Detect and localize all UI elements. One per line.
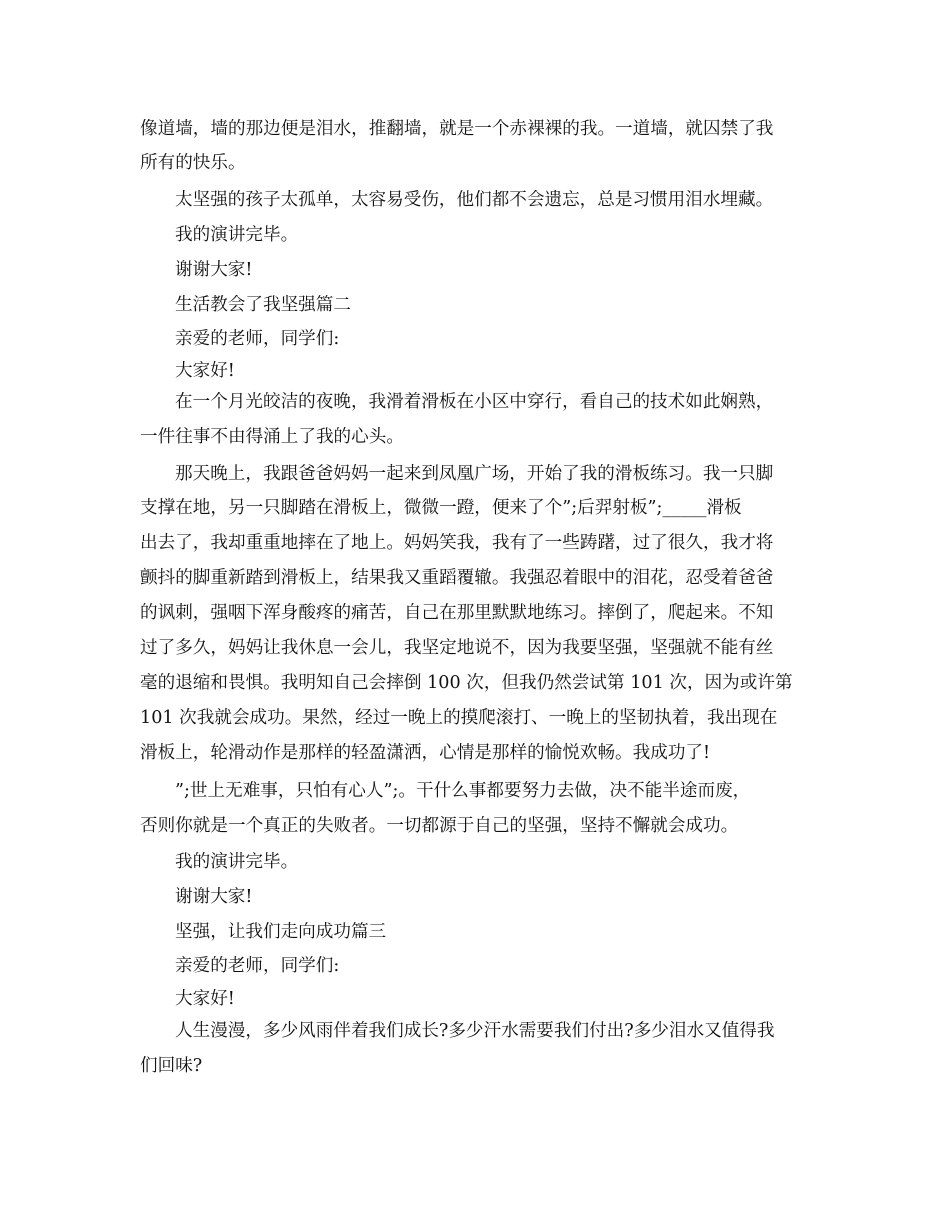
text-line: 像道墙，墙的那边便是泪水，推翻墙，就是一个赤裸裸的我。一道墙，就囚禁了我 — [140, 119, 774, 139]
text-line: 毫的退缩和畏惧。我明知自己会摔倒 100 次，但我仍然尝试第 101 次，因为或许第 — [140, 673, 793, 693]
text-line: 亲爱的老师，同学们: — [175, 329, 340, 349]
text-line: 我的演讲完毕。 — [175, 852, 299, 872]
text-line: 们回味? — [140, 1056, 203, 1076]
text-line: 我的演讲完毕。 — [175, 225, 299, 245]
text-line: 101 次我就会成功。果然，经过一晚上的摸爬滚打、一晚上的坚韧执着，我出现在 — [140, 708, 778, 728]
text-line: 一件往事不由得涌上了我的心头。 — [140, 427, 404, 447]
text-line: 的讽刺，强咽下浑身酸疼的痛苦，自己在那里默默地练习。摔倒了，爬起来。不知 — [140, 603, 774, 623]
text-line: 过了多久，妈妈让我休息一会儿，我坚定地说不，因为我要坚强，坚强就不能有丝 — [140, 638, 774, 658]
text-line: 谢谢大家! — [175, 260, 253, 280]
text-line: 亲爱的老师，同学们: — [175, 956, 340, 976]
text-line: 那天晚上，我跟爸爸妈妈一起来到凤凰广场，开始了我的滑板练习。我一只脚 — [175, 464, 774, 484]
text-line: 大家好! — [175, 361, 235, 381]
text-line: 谢谢大家! — [175, 887, 253, 907]
text-line: 所有的快乐。 — [140, 153, 246, 173]
section-heading: 坚强，让我们走向成功篇三 — [175, 922, 387, 942]
text-line: 滑板上，轮滑动作是那样的轻盈潇洒，心情是那样的愉悦欢畅。我成功了! — [140, 743, 711, 763]
text-line: 颤抖的脚重新踏到滑板上，结果我又重蹈覆辙。我强忍着眼中的泪花，忍受着爸爸 — [140, 568, 774, 588]
section-heading: 生活教会了我坚强篇二 — [175, 295, 351, 315]
text-line: 支撑在地，另一只脚踏在滑板上，微微一蹬，便来了个”;后羿射板”;_____滑板 — [140, 498, 742, 518]
text-line: 人生漫漫，多少风雨伴着我们成长?多少汗水需要我们付出?多少泪水又值得我 — [175, 1021, 775, 1041]
text-line: 大家好! — [175, 989, 235, 1009]
text-line: 在一个月光皎洁的夜晚，我滑着滑板在小区中穿行，看自己的技术如此娴熟， — [175, 392, 774, 412]
text-line: 否则你就是一个真正的失败者。一切都源于自己的坚强，坚持不懈就会成功。 — [140, 816, 739, 836]
text-line: ”;世上无难事，只怕有心人”;。干什么事都要努力去做，决不能半途而废， — [175, 781, 751, 801]
text-line: 出去了，我却重重地摔在了地上。妈妈笑我，我有了一些踌躇，过了很久，我才将 — [140, 533, 774, 553]
text-line: 太坚强的孩子太孤单，太容易受伤，他们都不会遗忘，总是习惯用泪水埋藏。 — [175, 190, 774, 210]
